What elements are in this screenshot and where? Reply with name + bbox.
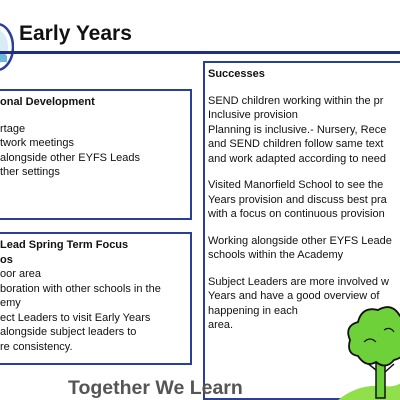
list-item: oor area xyxy=(0,268,41,280)
list-item: emy xyxy=(0,297,21,309)
list-item: boration with other schools in the xyxy=(0,282,161,295)
page-title: Early Years xyxy=(19,22,132,45)
school-logo-icon xyxy=(0,22,14,72)
personal-development-text xyxy=(0,95,140,180)
spring-term-focus-text xyxy=(0,238,161,354)
successes-line: Subject Leaders are more involved w xyxy=(208,275,389,288)
successes-line: Working alongside other EYFS Leade xyxy=(208,234,392,247)
title-divider xyxy=(0,51,400,54)
successes-heading: Successes xyxy=(208,68,265,80)
list-item: re consistency. xyxy=(0,340,73,353)
successes-line: schools within the Academy xyxy=(208,249,344,261)
successes-line: with a focus on continuous provision xyxy=(208,208,385,220)
list-item: alongside subject leaders to xyxy=(0,326,137,338)
list-item: twork meetings xyxy=(0,137,74,149)
panel-heading: onal Development xyxy=(0,96,95,108)
list-item: ect Leaders to visit Early Years xyxy=(0,311,151,324)
successes-line: Inclusive provision xyxy=(208,109,298,121)
successes-line: Years provision and discuss best pra xyxy=(208,193,387,206)
successes-line: area. xyxy=(208,319,234,331)
successes-text xyxy=(208,67,392,333)
successes-line: Planning is inclusive.- Nursery, Rece xyxy=(208,123,387,136)
successes-line: and SEND children follow same text xyxy=(208,138,384,150)
successes-line: Visited Manorfield School to see the xyxy=(208,179,384,191)
tree-icon xyxy=(338,300,400,400)
successes-line: and work adapted according to need xyxy=(208,152,386,165)
list-item: alongside other EYFS Leads xyxy=(0,151,141,164)
school-motto: Together We Learn xyxy=(68,377,243,399)
successes-line: Years and have a good overview of xyxy=(208,290,380,302)
panel-heading: Lead Spring Term Focus xyxy=(0,239,129,251)
panel-heading: os xyxy=(0,253,13,266)
list-item: ther settings xyxy=(0,166,60,178)
list-item: rtage xyxy=(0,122,26,135)
successes-line: happening in each xyxy=(208,304,298,317)
successes-line: SEND children working within the pr xyxy=(208,94,384,107)
